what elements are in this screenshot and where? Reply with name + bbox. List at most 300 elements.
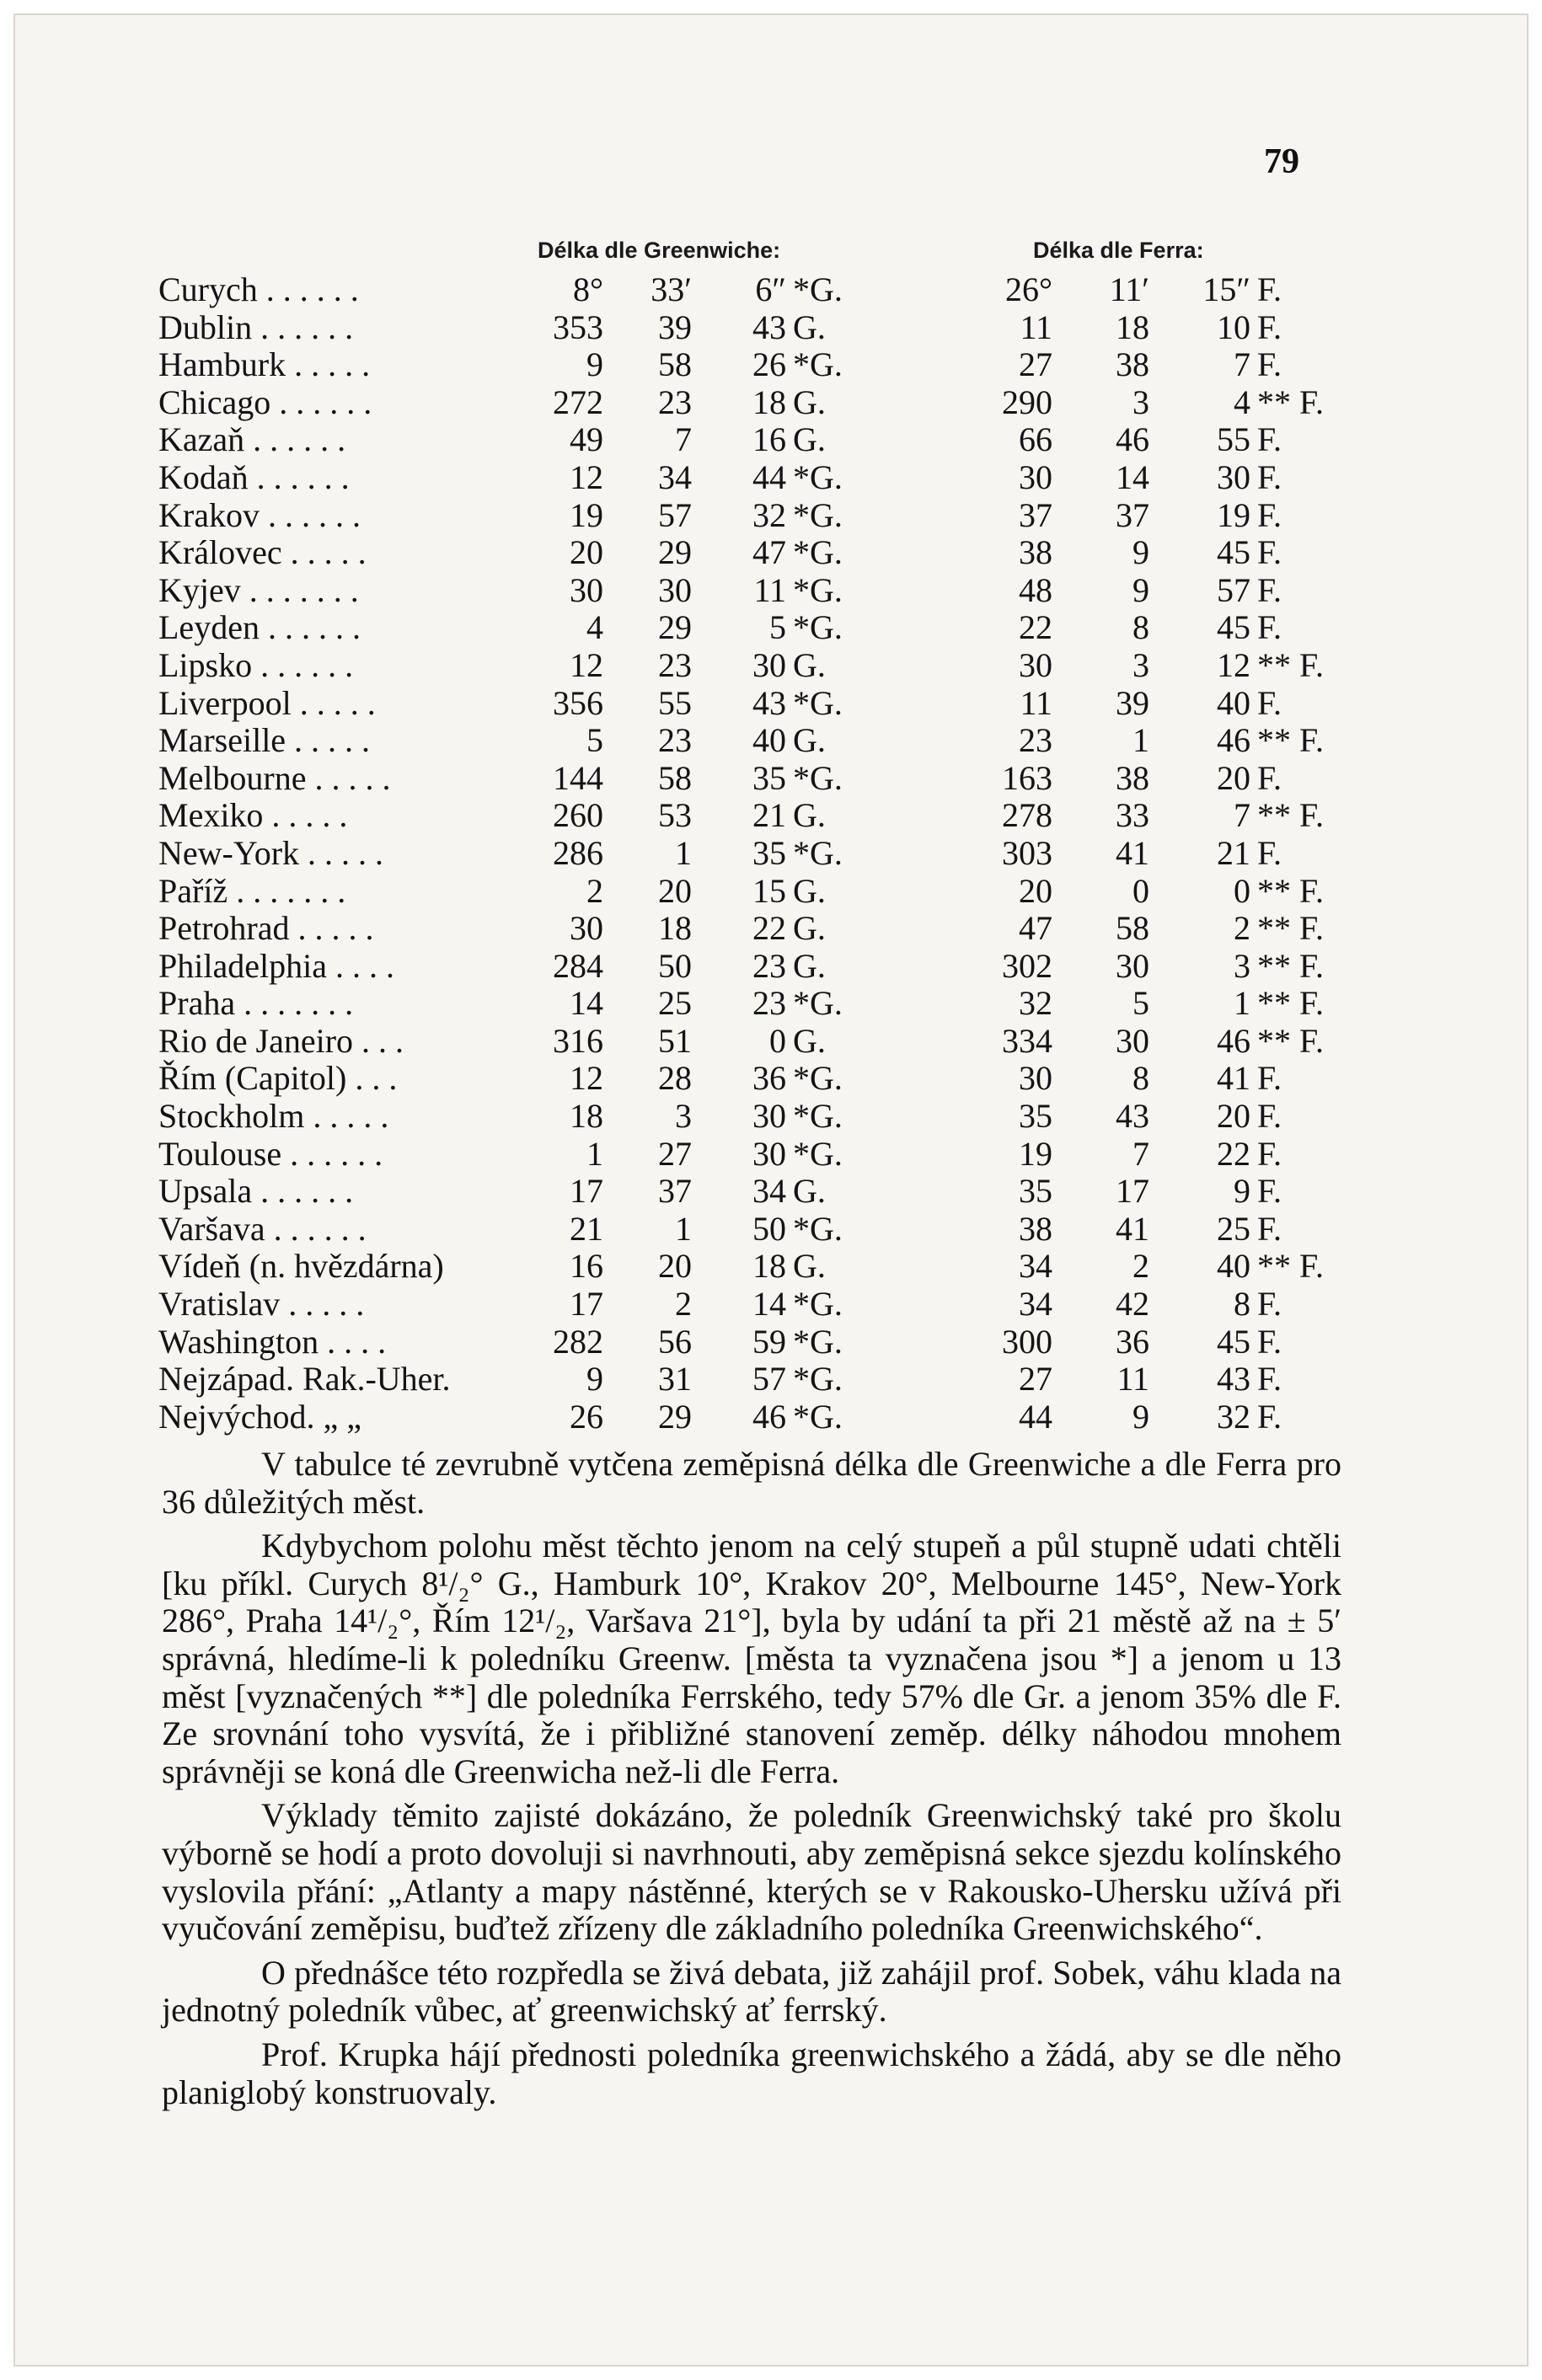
greenwich-minutes-cell: 20 [658,1247,692,1286]
greenwich-seconds-cell: 26 [752,345,786,384]
greenwich-minutes-cell: 3 [675,1097,692,1136]
greenwich-minutes-cell: 57 [658,495,692,534]
greenwich-degrees-cell: 353 [553,308,603,346]
ferro-flag-cell: F. [1257,683,1282,722]
ferro-degrees-cell: 11 [1020,308,1052,346]
ferro-seconds-cell: 0 [1234,871,1250,910]
table-row [158,421,1358,459]
table-row [158,797,1358,835]
ferro-flag-cell: F. [1257,533,1282,572]
ferro-seconds-cell: 45 [1217,608,1250,647]
ferro-flag-cell: ** F. [1257,984,1325,1023]
ferro-minutes-cell: 38 [1116,758,1149,797]
greenwich-degrees-cell: 18 [570,1097,603,1136]
greenwich-degrees-cell: 286 [553,833,603,872]
ferro-degrees-cell: 11 [1020,683,1052,722]
ferro-flag-cell: ** F. [1257,721,1325,760]
ferro-minutes-cell: 2 [1132,1247,1149,1286]
greenwich-degrees-cell: 316 [553,1021,603,1060]
ferro-minutes-cell: 43 [1116,1097,1149,1136]
city-cell: Nejzápad. Rak.-Uher. [158,1360,451,1399]
greenwich-degrees-cell: 26 [570,1397,603,1436]
ferro-seconds-cell: 40 [1217,1247,1250,1286]
greenwich-degrees-cell: 20 [570,533,603,572]
ferro-degrees-cell: 30 [1019,1059,1052,1098]
city-cell: Curych . . . . . . [158,270,359,308]
paragraph-5: Prof. Krupka hájí přednosti poledníka greenwichského a žádá, aby se dle něho planiglobý konstruovaly. [162,2035,1341,2111]
book-page [13,13,1529,2367]
ferro-minutes-cell: 9 [1132,570,1149,609]
ferro-flag-cell: F. [1257,345,1282,384]
greenwich-seconds-cell: 23 [752,946,786,985]
ferro-minutes-cell: 39 [1116,683,1149,722]
table-row [158,271,1358,309]
ferro-minutes-cell: 30 [1116,1021,1149,1060]
greenwich-seconds-cell: 35 [752,758,786,797]
ferro-degrees-cell: 35 [1019,1097,1052,1136]
greenwich-minutes-cell: 53 [658,796,692,835]
table-row [158,722,1358,760]
ferro-seconds-cell: 55 [1217,420,1250,459]
greenwich-seconds-cell: 50 [752,1209,786,1248]
greenwich-flag-cell: *G. [793,608,843,647]
greenwich-flag-cell: *G. [793,1285,843,1324]
greenwich-minutes-cell: 18 [658,909,692,948]
ferro-degrees-cell: 278 [1002,796,1052,835]
ferro-flag-cell: F. [1257,608,1282,647]
greenwich-degrees-cell: 282 [553,1322,603,1361]
table-row [158,1060,1358,1098]
greenwich-flag-cell: *G. [793,683,843,722]
greenwich-seconds-cell: 40 [752,721,786,760]
ferro-degrees-cell: 26° [1005,270,1052,308]
greenwich-degrees-cell: 9 [586,345,603,384]
greenwich-seconds-cell: 21 [752,796,786,835]
ferro-degrees-cell: 30 [1019,645,1052,684]
greenwich-seconds-cell: 30 [752,1097,786,1136]
greenwich-minutes-cell: 55 [658,683,692,722]
city-cell: Liverpool . . . . . [158,683,376,722]
table-row [158,1324,1358,1361]
greenwich-flag-cell: G. [793,1247,826,1286]
header-ferro: Délka dle Ferra: [1033,238,1204,263]
greenwich-seconds-cell: 30 [752,645,786,684]
city-cell: Krakov . . . . . . [158,495,361,534]
greenwich-degrees-cell: 9 [586,1360,603,1399]
greenwich-flag-cell: *G. [793,1322,843,1361]
greenwich-minutes-cell: 31 [658,1360,692,1399]
ferro-minutes-cell: 33 [1116,796,1149,835]
greenwich-flag-cell: *G. [793,570,843,609]
greenwich-flag-cell: *G. [793,270,843,308]
ferro-flag-cell: F. [1257,570,1282,609]
greenwich-minutes-cell: 33′ [651,270,692,308]
paragraph-4: O přednášce této rozpředla se živá debata, již zahájil prof. Sobek, váhu klada na jednotný poledník vůbec, ať greenwichský ať ferrský. [162,1953,1341,2030]
ferro-seconds-cell: 43 [1217,1360,1250,1399]
ferro-degrees-cell: 23 [1019,721,1052,760]
ferro-degrees-cell: 334 [1002,1021,1052,1060]
greenwich-seconds-cell: 15 [752,871,786,910]
greenwich-degrees-cell: 356 [553,683,603,722]
ferro-minutes-cell: 0 [1132,871,1149,910]
table-row [158,459,1358,497]
ferro-seconds-cell: 57 [1217,570,1250,609]
ferro-seconds-cell: 45 [1217,533,1250,572]
ferro-degrees-cell: 27 [1019,345,1052,384]
greenwich-flag-cell: *G. [793,833,843,872]
ferro-seconds-cell: 25 [1217,1209,1250,1248]
greenwich-degrees-cell: 260 [553,796,603,835]
table-row [158,1136,1358,1174]
ferro-minutes-cell: 38 [1116,345,1149,384]
ferro-minutes-cell: 11′ [1109,270,1149,308]
ferro-degrees-cell: 38 [1019,1209,1052,1248]
ferro-seconds-cell: 1 [1234,984,1250,1023]
greenwich-degrees-cell: 4 [586,608,603,647]
ferro-flag-cell: F. [1257,1209,1282,1248]
table-row [158,497,1358,535]
ferro-flag-cell: ** F. [1257,909,1325,948]
table-row [158,948,1358,986]
city-cell: Melbourne . . . . . [158,758,391,797]
greenwich-minutes-cell: 30 [658,570,692,609]
ferro-seconds-cell: 12 [1217,645,1250,684]
ferro-flag-cell: ** F. [1257,871,1325,910]
greenwich-flag-cell: *G. [793,1134,843,1173]
ferro-seconds-cell: 4 [1234,382,1250,421]
ferro-flag-cell: ** F. [1257,946,1325,985]
ferro-seconds-cell: 46 [1217,1021,1250,1060]
ferro-minutes-cell: 58 [1116,909,1149,948]
greenwich-seconds-cell: 46 [752,1397,786,1436]
ferro-flag-cell: ** F. [1257,796,1325,835]
greenwich-degrees-cell: 17 [570,1285,603,1324]
ferro-flag-cell: F. [1257,1397,1282,1436]
greenwich-minutes-cell: 27 [658,1134,692,1173]
greenwich-degrees-cell: 17 [570,1172,603,1211]
ferro-minutes-cell: 17 [1116,1172,1149,1211]
city-cell: Kazaň . . . . . . [158,420,346,459]
ferro-minutes-cell: 5 [1132,984,1149,1023]
table-row [158,1286,1358,1324]
city-cell: Paříž . . . . . . . [158,871,346,910]
greenwich-minutes-cell: 37 [658,1172,692,1211]
greenwich-minutes-cell: 25 [658,984,692,1023]
greenwich-seconds-cell: 57 [752,1360,786,1399]
greenwich-seconds-cell: 44 [752,457,786,496]
city-cell: Chicago . . . . . . [158,382,372,421]
page-number: 79 [1264,142,1299,181]
greenwich-minutes-cell: 58 [658,758,692,797]
greenwich-minutes-cell: 1 [675,833,692,872]
table-row [158,985,1358,1023]
greenwich-degrees-cell: 272 [553,382,603,421]
greenwich-seconds-cell: 6″ [755,270,786,308]
city-cell: Upsala . . . . . . [158,1172,354,1211]
table-body [158,271,1358,1436]
ferro-minutes-cell: 7 [1132,1134,1149,1173]
ferro-flag-cell: F. [1257,758,1282,797]
greenwich-minutes-cell: 7 [675,420,692,459]
table-row [158,685,1358,723]
greenwich-minutes-cell: 56 [658,1322,692,1361]
table-row [158,384,1358,422]
ferro-minutes-cell: 36 [1116,1322,1149,1361]
greenwich-degrees-cell: 12 [570,1059,603,1098]
table-row [158,1023,1358,1061]
ferro-flag-cell: F. [1257,1097,1282,1136]
ferro-seconds-cell: 2 [1234,909,1250,948]
greenwich-minutes-cell: 29 [658,533,692,572]
ferro-degrees-cell: 35 [1019,1172,1052,1211]
table-row [158,835,1358,873]
ferro-degrees-cell: 27 [1019,1360,1052,1399]
greenwich-degrees-cell: 5 [586,721,603,760]
greenwich-degrees-cell: 2 [586,871,603,910]
greenwich-degrees-cell: 12 [570,457,603,496]
greenwich-minutes-cell: 29 [658,608,692,647]
greenwich-seconds-cell: 43 [752,308,786,346]
ferro-flag-cell: F. [1257,1059,1282,1098]
ferro-minutes-cell: 46 [1116,420,1149,459]
ferro-degrees-cell: 19 [1019,1134,1052,1173]
ferro-flag-cell: F. [1257,495,1282,534]
ferro-degrees-cell: 37 [1019,495,1052,534]
greenwich-seconds-cell: 30 [752,1134,786,1173]
paragraph-1: V tabulce té zevrubně vytčena zeměpisná délka dle Greenwiche a dle Ferra pro 36 důležitých měst. [162,1445,1341,1521]
greenwich-flag-cell: G. [793,645,826,684]
greenwich-minutes-cell: 1 [675,1209,692,1248]
ferro-seconds-cell: 45 [1217,1322,1250,1361]
greenwich-flag-cell: G. [793,420,826,459]
table-row [158,760,1358,798]
ferro-minutes-cell: 18 [1116,308,1149,346]
city-cell: Vídeň (n. hvězdárna) [158,1247,444,1286]
city-cell: Vratislav . . . . . [158,1285,365,1324]
ferro-flag-cell: F. [1257,1134,1282,1173]
greenwich-degrees-cell: 14 [570,984,603,1023]
greenwich-degrees-cell: 19 [570,495,603,534]
city-cell: Varšava . . . . . . [158,1209,367,1248]
greenwich-seconds-cell: 5 [769,608,786,647]
greenwich-degrees-cell: 284 [553,946,603,985]
ferro-minutes-cell: 14 [1116,457,1149,496]
greenwich-flag-cell: G. [793,909,826,948]
ferro-flag-cell: F. [1257,270,1282,308]
table-row [158,346,1358,384]
greenwich-minutes-cell: 50 [658,946,692,985]
city-cell: Královec . . . . . [158,533,367,572]
ferro-degrees-cell: 30 [1019,457,1052,496]
ferro-minutes-cell: 9 [1132,533,1149,572]
ferro-minutes-cell: 37 [1116,495,1149,534]
ferro-seconds-cell: 19 [1217,495,1250,534]
city-cell: Dublin . . . . . . [158,308,354,346]
greenwich-flag-cell: *G. [793,984,843,1023]
ferro-minutes-cell: 42 [1116,1285,1149,1324]
city-cell: Lipsko . . . . . . [158,645,354,684]
ferro-degrees-cell: 163 [1002,758,1052,797]
paragraph-2: Kdybychom polohu měst těchto jenom na celý stupeň a půl stupně udati chtěli [ku příkl. Curych 8¹/₂° G., Hamburk 10°, Krakov 20°, Melbourne 145°, New-York 286°, Praha 14¹/₂°, Řím 12¹/₂, Varšava 21°], byla by udání ta při 21 městě až na ± 5′ správná, hledíme-li k poledníku Greenw. [města ta vyznačena jsou *] a jenom u 13 měst [vyznačených **] dle poledníka Ferrského, tedy 57% dle Gr. a jenom 35% dle F. Ze srovnání toho vysvítá, že i přibližné stanovení zeměp. délky náhodou mnohem správněji se koná dle Greenwicha než-li dle Ferra. [162,1527,1341,1790]
greenwich-minutes-cell: 34 [658,457,692,496]
header-greenwich: Délka dle Greenwiche: [538,238,781,263]
city-cell: Rio de Janeiro . . . [158,1021,404,1060]
ferro-seconds-cell: 7 [1234,796,1250,835]
ferro-flag-cell: ** F. [1257,382,1325,421]
ferro-minutes-cell: 8 [1132,608,1149,647]
greenwich-minutes-cell: 39 [658,308,692,346]
greenwich-flag-cell: G. [793,721,826,760]
ferro-flag-cell: ** F. [1257,1021,1325,1060]
ferro-seconds-cell: 21 [1217,833,1250,872]
ferro-degrees-cell: 34 [1019,1285,1052,1324]
ferro-seconds-cell: 10 [1217,308,1250,346]
ferro-flag-cell: F. [1257,1172,1282,1211]
ferro-degrees-cell: 48 [1019,570,1052,609]
ferro-seconds-cell: 8 [1234,1285,1250,1324]
greenwich-flag-cell: *G. [793,345,843,384]
ferro-flag-cell: F. [1257,833,1282,872]
ferro-minutes-cell: 9 [1132,1397,1149,1436]
city-cell: Řím (Capitol) . . . [158,1059,398,1098]
ferro-seconds-cell: 46 [1217,721,1250,760]
ferro-seconds-cell: 15″ [1202,270,1250,308]
greenwich-seconds-cell: 11 [753,570,786,609]
ferro-seconds-cell: 9 [1234,1172,1250,1211]
ferro-degrees-cell: 300 [1002,1322,1052,1361]
greenwich-seconds-cell: 35 [752,833,786,872]
greenwich-seconds-cell: 43 [752,683,786,722]
city-cell: Leyden . . . . . . [158,608,361,647]
ferro-degrees-cell: 20 [1019,871,1052,910]
table-row [158,534,1358,572]
city-cell: Toulouse . . . . . . [158,1134,383,1173]
ferro-seconds-cell: 32 [1217,1397,1250,1436]
city-cell: New-York . . . . . [158,833,384,872]
city-cell: Praha . . . . . . . [158,984,354,1023]
ferro-degrees-cell: 38 [1019,533,1052,572]
greenwich-seconds-cell: 22 [752,909,786,948]
ferro-minutes-cell: 30 [1116,946,1149,985]
ferro-flag-cell: F. [1257,457,1282,496]
ferro-seconds-cell: 20 [1217,758,1250,797]
greenwich-flag-cell: G. [793,1172,826,1211]
greenwich-flag-cell: *G. [793,457,843,496]
greenwich-minutes-cell: 20 [658,871,692,910]
greenwich-minutes-cell: 23 [658,382,692,421]
greenwich-minutes-cell: 51 [658,1021,692,1060]
table-row [158,1248,1358,1286]
ferro-minutes-cell: 11 [1116,1360,1149,1399]
greenwich-seconds-cell: 36 [752,1059,786,1098]
ferro-flag-cell: ** F. [1257,1247,1325,1286]
ferro-degrees-cell: 290 [1002,382,1052,421]
ferro-seconds-cell: 3 [1234,946,1250,985]
greenwich-minutes-cell: 29 [658,1397,692,1436]
table-row [158,309,1358,347]
greenwich-flag-cell: *G. [793,1059,843,1098]
ferro-seconds-cell: 41 [1217,1059,1250,1098]
greenwich-degrees-cell: 144 [553,758,603,797]
table-row [158,572,1358,610]
greenwich-degrees-cell: 49 [570,420,603,459]
ferro-minutes-cell: 8 [1132,1059,1149,1098]
table-row [158,1098,1358,1136]
city-cell: Kodaň . . . . . . [158,457,350,496]
greenwich-minutes-cell: 23 [658,721,692,760]
ferro-minutes-cell: 3 [1132,382,1149,421]
greenwich-degrees-cell: 12 [570,645,603,684]
greenwich-degrees-cell: 30 [570,570,603,609]
ferro-flag-cell: F. [1257,308,1282,346]
ferro-degrees-cell: 47 [1019,909,1052,948]
greenwich-flag-cell: G. [793,382,826,421]
ferro-minutes-cell: 41 [1116,1209,1149,1248]
ferro-degrees-cell: 66 [1019,420,1052,459]
greenwich-flag-cell: *G. [793,758,843,797]
greenwich-flag-cell: *G. [793,1209,843,1248]
ferro-minutes-cell: 41 [1116,833,1149,872]
greenwich-flag-cell: G. [793,308,826,346]
greenwich-minutes-cell: 58 [658,345,692,384]
city-cell: Philadelphia . . . . [158,946,394,985]
city-cell: Petrohrad . . . . . [158,909,374,948]
table-row [158,647,1358,685]
greenwich-flag-cell: G. [793,796,826,835]
paragraph-3: Výklady těmito zajisté dokázáno, že poledník Greenwichský také pro školu výborně se hodí a proto dovoluji si navrhnouti, aby zeměpisná sekce sjezdu kolínského vyslovila přání: „Atlanty a mapy nástěnné, kterých se v Rakousko-Uhersku užívá při vyučování zeměpisu, buďtež zřízeny dle základního poledníka Greenwichského“. [162,1796,1341,1948]
ferro-flag-cell: ** F. [1257,645,1325,684]
greenwich-degrees-cell: 16 [570,1247,603,1286]
greenwich-flag-cell: G. [793,1021,826,1060]
ferro-degrees-cell: 22 [1019,608,1052,647]
ferro-degrees-cell: 44 [1019,1397,1052,1436]
city-cell: Hamburk . . . . . [158,345,371,384]
greenwich-seconds-cell: 18 [752,1247,786,1286]
ferro-degrees-cell: 32 [1019,984,1052,1023]
table-row [158,1211,1358,1249]
greenwich-seconds-cell: 0 [769,1021,786,1060]
city-cell: Kyjev . . . . . . . [158,570,359,609]
ferro-degrees-cell: 34 [1019,1247,1052,1286]
table-row [158,609,1358,647]
city-cell: Mexiko . . . . . [158,796,348,835]
ferro-minutes-cell: 1 [1132,721,1149,760]
greenwich-seconds-cell: 32 [752,495,786,534]
ferro-seconds-cell: 22 [1217,1134,1250,1173]
ferro-flag-cell: F. [1257,1322,1282,1361]
greenwich-seconds-cell: 47 [752,533,786,572]
table-row [158,873,1358,911]
greenwich-seconds-cell: 23 [752,984,786,1023]
ferro-seconds-cell: 20 [1217,1097,1250,1136]
ferro-seconds-cell: 40 [1217,683,1250,722]
city-cell: Stockholm . . . . . [158,1097,389,1136]
greenwich-flag-cell: G. [793,946,826,985]
greenwich-degrees-cell: 8° [573,270,603,308]
greenwich-minutes-cell: 23 [658,645,692,684]
greenwich-flag-cell: *G. [793,1097,843,1136]
greenwich-degrees-cell: 1 [586,1134,603,1173]
ferro-flag-cell: F. [1257,1285,1282,1324]
greenwich-degrees-cell: 30 [570,909,603,948]
ferro-seconds-cell: 30 [1217,457,1250,496]
greenwich-seconds-cell: 18 [752,382,786,421]
greenwich-seconds-cell: 14 [752,1285,786,1324]
greenwich-flag-cell: *G. [793,1397,843,1436]
table-row [158,1399,1358,1436]
table-row [158,910,1358,948]
greenwich-flag-cell: G. [793,871,826,910]
